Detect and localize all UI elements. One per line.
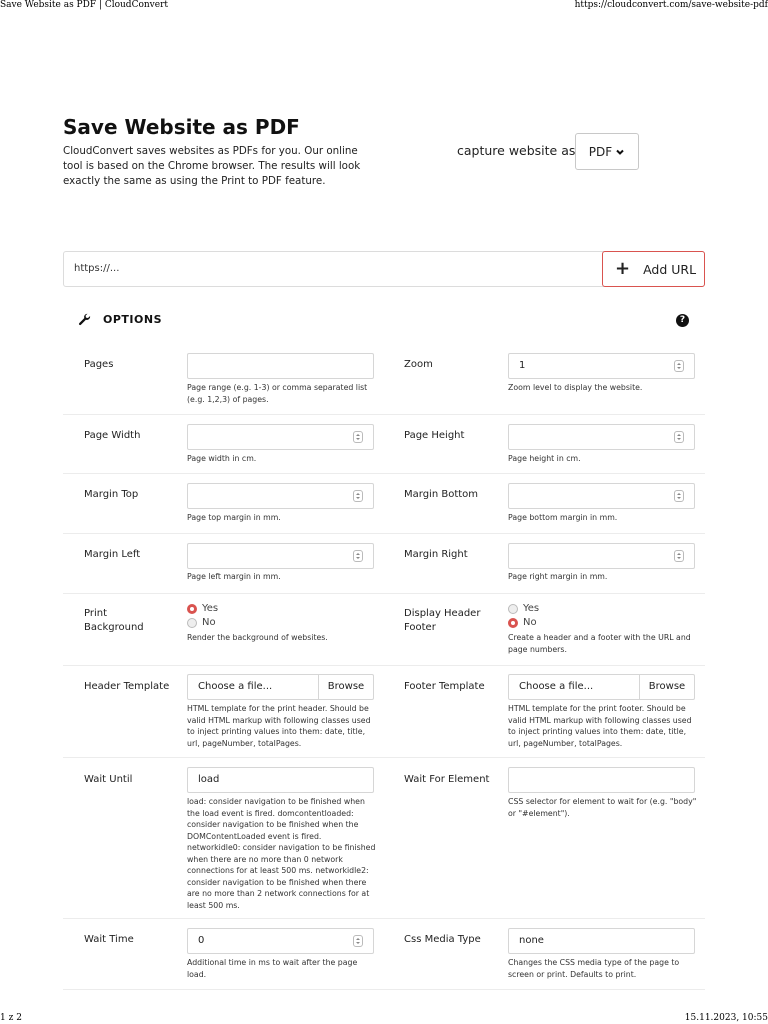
display-header-footer-help: Create a header and a footer with the URL and page numbers. <box>508 633 691 654</box>
display-header-footer-label: Display Header Footer <box>404 608 481 633</box>
margin-bottom-input[interactable] <box>508 483 695 509</box>
margin-left-help: Page left margin in mm. <box>187 572 281 581</box>
page-height-help: Page height in cm. <box>508 454 581 463</box>
print-footer-date: 15.11.2023, 10:55 <box>684 1013 768 1023</box>
footer-template-browse-button[interactable]: Browse <box>648 681 686 692</box>
page-width-label: Page Width <box>84 430 141 441</box>
zoom-input[interactable] <box>508 353 695 379</box>
print-background-help: Render the background of websites. <box>187 633 328 642</box>
page-width-input[interactable] <box>187 424 374 450</box>
page-title: Save Website as PDF <box>63 115 300 139</box>
add-url-button[interactable] <box>602 251 705 287</box>
header-template-file-name: Choose a file... <box>188 675 319 699</box>
wrench-icon <box>78 313 91 326</box>
stepper-icon[interactable] <box>674 431 684 443</box>
header-template-file-input[interactable] <box>187 674 374 700</box>
css-media-type-label: Css Media Type <box>404 934 481 945</box>
margin-right-label: Margin Right <box>404 549 468 560</box>
wait-for-element-label: Wait For Element <box>404 774 490 785</box>
page-height-label: Page Height <box>404 430 465 441</box>
footer-template-file-name: Choose a file... <box>509 675 640 699</box>
stepper-icon[interactable] <box>674 360 684 372</box>
css-media-type-input[interactable]: none <box>508 928 695 954</box>
pages-input[interactable] <box>187 353 374 379</box>
wait-time-value: 0 <box>198 935 205 946</box>
print-background-label: Print Background <box>84 608 144 633</box>
wait-time-label: Wait Time <box>84 934 134 945</box>
stepper-icon[interactable] <box>353 490 363 502</box>
margin-bottom-label: Margin Bottom <box>404 489 479 500</box>
print-background-yes-radio[interactable] <box>187 603 218 614</box>
print-background-no-radio[interactable] <box>187 617 216 628</box>
stepper-icon[interactable] <box>674 550 684 562</box>
margin-bottom-help: Page bottom margin in mm. <box>508 513 618 522</box>
stepper-icon[interactable] <box>674 490 684 502</box>
row-divider <box>63 414 705 415</box>
print-footer-page: 1 z 2 <box>0 1013 22 1023</box>
row-divider <box>63 665 705 666</box>
plus-icon: + <box>615 258 631 279</box>
print-background-no-label: No <box>202 617 216 628</box>
margin-top-input[interactable] <box>187 483 374 509</box>
radio-unchecked-icon <box>508 604 518 614</box>
url-input[interactable]: https://... <box>74 263 120 274</box>
intro-text: CloudConvert saves websites as PDFs for you. Our online tool is based on the Chrome browser. The results will look exactly the same as using the Print to PDF feature. <box>63 145 361 187</box>
wait-time-input[interactable] <box>187 928 374 954</box>
stepper-icon[interactable] <box>353 431 363 443</box>
wait-until-label: Wait Until <box>84 774 133 785</box>
row-divider <box>63 593 705 594</box>
radio-checked-icon <box>187 604 197 614</box>
margin-top-help: Page top margin in mm. <box>187 513 281 522</box>
print-header-url: https://cloudconvert.com/save-website-pdf <box>574 0 768 10</box>
footer-template-label: Footer Template <box>404 681 485 692</box>
footer-template-help: HTML template for the print footer. Should be valid HTML markup with following classes used to inject printing values into them: date, title, url, pageNumber, totalPages. <box>508 704 692 748</box>
margin-left-input[interactable] <box>187 543 374 569</box>
row-divider <box>63 757 705 758</box>
wait-until-help: load: consider navigation to be finished when the load event is fired. domcontentloaded: consider navigation to be finished when the DOMContentLoaded event is fired. networkidle0: consider navigation to be finished when there are no more than 0 network connections for at least 500 ms. networkidle2: consider navigation to be finished when there are no more than 2 network connections for at least 500 ms. <box>187 797 376 910</box>
footer-template-file-input[interactable] <box>508 674 695 700</box>
row-divider <box>63 473 705 474</box>
format-value: PDF <box>588 144 613 159</box>
add-url-label: Add URL <box>643 261 697 277</box>
header-template-help: HTML template for the print header. Should be valid HTML markup with following classes used to inject printing values into them: date, title, url, pageNumber, totalPages. <box>187 704 371 748</box>
margin-right-help: Page right margin in mm. <box>508 572 608 581</box>
options-heading-label: OPTIONS <box>103 313 162 326</box>
header-template-label: Header Template <box>84 681 170 692</box>
print-header-title: Save Website as PDF | CloudConvert <box>0 0 168 10</box>
zoom-value: 1 <box>519 360 526 371</box>
display-header-footer-no-label: No <box>523 617 537 628</box>
chevron-down-icon <box>615 147 625 157</box>
css-media-type-help: Changes the CSS media type of the page to screen or print. Defaults to print. <box>508 958 680 979</box>
page-width-help: Page width in cm. <box>187 454 257 463</box>
header-template-browse-button[interactable]: Browse <box>327 681 365 692</box>
page-height-input[interactable] <box>508 424 695 450</box>
stepper-icon[interactable] <box>353 935 363 947</box>
radio-unchecked-icon <box>187 618 197 628</box>
capture-label: capture website as <box>457 143 576 158</box>
row-divider <box>63 918 705 919</box>
row-divider <box>63 533 705 534</box>
radio-checked-icon <box>508 618 518 628</box>
options-heading <box>78 313 162 326</box>
pages-help: Page range (e.g. 1-3) or comma separated list (e.g. 1,2,3) of pages. <box>187 383 368 404</box>
zoom-help: Zoom level to display the website. <box>508 383 643 392</box>
display-header-footer-yes-radio[interactable] <box>508 603 539 614</box>
format-select[interactable] <box>575 133 639 170</box>
wait-for-element-help: CSS selector for element to wait for (e.g. "body" or "#element"). <box>508 797 697 818</box>
margin-top-label: Margin Top <box>84 489 139 500</box>
zoom-label: Zoom <box>404 359 433 370</box>
row-divider <box>63 989 705 990</box>
wait-until-input[interactable]: load <box>187 767 374 793</box>
pages-label: Pages <box>84 359 114 370</box>
question-circle-icon[interactable]: ? <box>676 314 689 327</box>
display-header-footer-no-radio[interactable] <box>508 617 537 628</box>
wait-for-element-input[interactable] <box>508 767 695 793</box>
display-header-footer-yes-label: Yes <box>523 603 540 614</box>
print-background-yes-label: Yes <box>202 603 219 614</box>
wait-time-help: Additional time in ms to wait after the page load. <box>187 958 358 979</box>
margin-right-input[interactable] <box>508 543 695 569</box>
stepper-icon[interactable] <box>353 550 363 562</box>
margin-left-label: Margin Left <box>84 549 141 560</box>
